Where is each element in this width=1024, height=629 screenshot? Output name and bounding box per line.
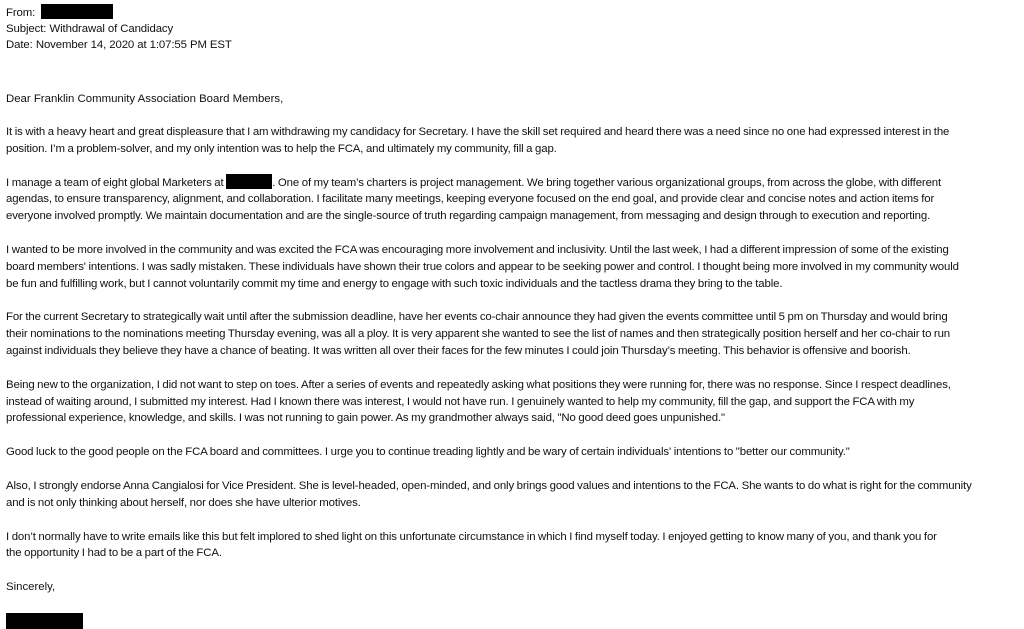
text-line: position. I’m a problem-solver, and my only intention was to help the FCA, and ultimately my community, fill a gap. — [6, 142, 557, 155]
paragraph-good-luck — [6, 444, 1020, 461]
subject-line — [6, 21, 1020, 37]
text-line: instead of waiting around, I submitted my interest. Had I known there was interest, I would not have run. I genuinely wanted to help my community, fill the gap, and support the FCA with my — [6, 395, 915, 408]
text-line: everyone involved promptly. We maintain documentation and are the single-source of truth regarding campaign management, from messaging and design through to execution and reporting. — [6, 210, 931, 223]
paragraph-secretary — [6, 309, 1020, 359]
text-segment: . One of my team’s charters is project management. We bring together various organizational groups, from across the globe, with different — [272, 176, 942, 189]
from-line — [6, 5, 1020, 21]
from-label: From: — [6, 7, 36, 19]
text-line: the opportunity I had to be a part of the FCA. — [6, 547, 222, 560]
text-line: their nominations to the nominations meeting Thursday evening, was all a ploy. It is very apparent she wanted to see the list of names and then strategically position herself and her co-chair to run — [6, 328, 951, 341]
redacted-company — [226, 174, 272, 189]
text-line: against individuals they believe they have a chance of beating. It was written all over their faces for the few minutes I could join Thursday’s meeting. This behavior is offensive and boorish. — [6, 344, 911, 357]
date-line — [6, 37, 1020, 53]
text-line: Good luck to the good people on the FCA board and committees. I urge you to continue treading lightly and be wary of certain individuals' intentions to "better our community." — [6, 446, 850, 459]
email-header — [6, 5, 1020, 53]
paragraph-involvement — [6, 242, 1020, 292]
email-message — [6, 5, 1020, 629]
text-line: professional experience, knowledge, and skills. I was not running to gain power. As my grandmother always said, "No good deed goes unpunished." — [6, 412, 725, 425]
subject-label: Subject: — [6, 23, 47, 35]
text-line — [6, 175, 1020, 192]
paragraph-endorsement — [6, 478, 1020, 512]
text-line: be fun and fulfilling work, but I cannot voluntarily commit my time and energy to engage with such toxic individuals and the tactless drama they bring to the table. — [6, 277, 783, 290]
salutation: Dear Franklin Community Association Board Members, — [6, 93, 284, 105]
signature — [6, 613, 1020, 629]
text-line: Also, I strongly endorse Anna Cangialosi for Vice President. She is level-headed, open-minded, and only brings good values and intentions to the FCA. She wants to do what is right for the community — [6, 479, 972, 492]
text-line: I don’t normally have to write emails like this but felt implored to shed light on this unfortunate circumstance in which I find myself today. I enjoyed getting to know many of you, and thank you for — [6, 530, 937, 543]
text-line: It is with a heavy heart and great displeasure that I am withdrawing my candidacy for Secretary. I have the skill set required and heard there was a need since no one had expressed interest in the — [6, 126, 950, 138]
subject-value: Withdrawal of Candidacy — [49, 23, 174, 35]
text-segment: I manage a team of eight global Marketers at — [6, 176, 227, 189]
text-line: Being new to the organization, I did not want to step on toes. After a series of events and repeatedly asking what positions they were running for, there was no response. Since I respect deadlines, — [6, 378, 951, 391]
redacted-signature — [6, 613, 83, 629]
redacted-sender — [41, 4, 113, 19]
email-body — [6, 91, 1020, 629]
closing: Sincerely, — [6, 581, 56, 594]
paragraph-new-to-organization — [6, 377, 1020, 427]
text-line: I wanted to be more involved in the community and was excited the FCA was encouraging more involvement and inclusivity. Until the last week, I had a different impression of some of the existing — [6, 243, 949, 256]
text-line: agendas, to ensure transparency, alignment, and collaboration. I facilitate many meetings, keeping everyone focused on the end goal, and provide clear and concise notes and action items for — [6, 193, 935, 206]
date-label: Date: — [6, 39, 33, 51]
paragraph-withdrawal — [6, 124, 1020, 158]
paragraph-closing-remarks — [6, 529, 1020, 563]
text-line: For the current Secretary to strategically wait until after the submission deadline, have her events co-chair announce they had given the events committee until 5 pm on Thursday and would bring — [6, 311, 948, 324]
text-line: board members' intentions. I was sadly mistaken. These individuals have shown their true colors and appear to be seeking power and control. I thought being more involved in my community would — [6, 260, 959, 273]
date-value: November 14, 2020 at 1:07:55 PM EST — [35, 39, 232, 51]
paragraph-experience — [6, 175, 1020, 225]
text-line: and is not only thinking about herself, nor does she have ulterior motives. — [6, 496, 361, 509]
